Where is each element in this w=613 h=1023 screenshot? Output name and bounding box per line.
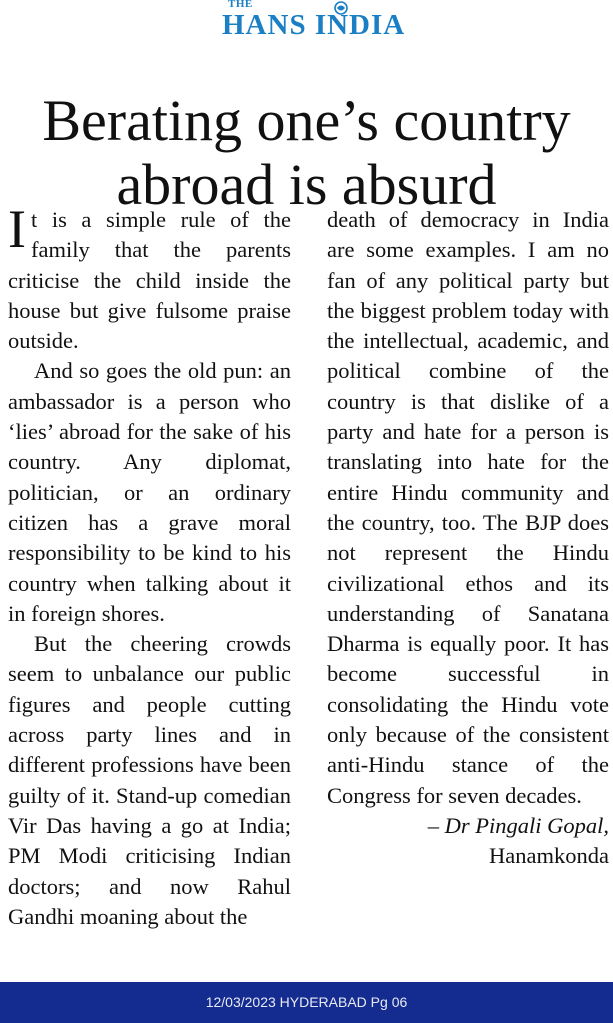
drop-cap: I [8, 199, 26, 259]
paragraph-3-text: But the cheering crowds seem to unbalance our public figures and people cutting across party lines and in different professions have been guilty of it. Stand-up comedian Vir Das having a go at India; PM Modi criticising Indian doctors; and now Rahul Gandhi moaning about the [8, 631, 291, 929]
paragraph-1-text: t is a simple rule of the family that the parents criticise the child inside the house but give fulsome praise outside. [8, 207, 291, 354]
headline [0, 89, 613, 217]
page-footer [0, 982, 613, 1023]
headline-line-2: abroad is absurd [116, 151, 497, 217]
article-paragraph-2: And so goes the old pun: an ambassador is a person who ‘lies’ abroad for the sake of his country. Any diplomat, politician, or an ordinary citizen has a grave moral responsibility to be kind to his country when talking about it in foreign shores. [8, 358, 291, 626]
signature-place: Hanamkonda [489, 843, 609, 869]
article-column-left [8, 199, 291, 932]
article-paragraph-1 [8, 199, 291, 356]
headline-line-1: Berating one’s country [42, 87, 571, 153]
masthead [0, 0, 613, 44]
masthead-name: HANS INDIA [222, 9, 406, 41]
article-column-right [327, 205, 609, 872]
masthead-the: THE [228, 0, 253, 10]
article-paragraph-3-continued: death of democracy in India are some examples. I am no fan of any political party but the biggest problem today with the intellectual, academic, and political combine of the country is that dislike of a party and hate for a person is translating into hate for the entire Hindu community and the country, too. The BJP does not represent the Hindu civilizational ethos and its understanding of Sanatana Dharma is equally poor. It has become successful in consolidating the Hindu vote only because of the consistent anti-Hindu stance of the Congress for seven decades. [327, 207, 609, 808]
article-paragraph-3 [8, 629, 291, 932]
letter-signature [327, 811, 609, 872]
footer-date-edition: 12/03/2023 HYDERABAD Pg 06 [205, 994, 408, 1010]
signature-author: – Dr Pingali Gopal, [427, 812, 609, 838]
